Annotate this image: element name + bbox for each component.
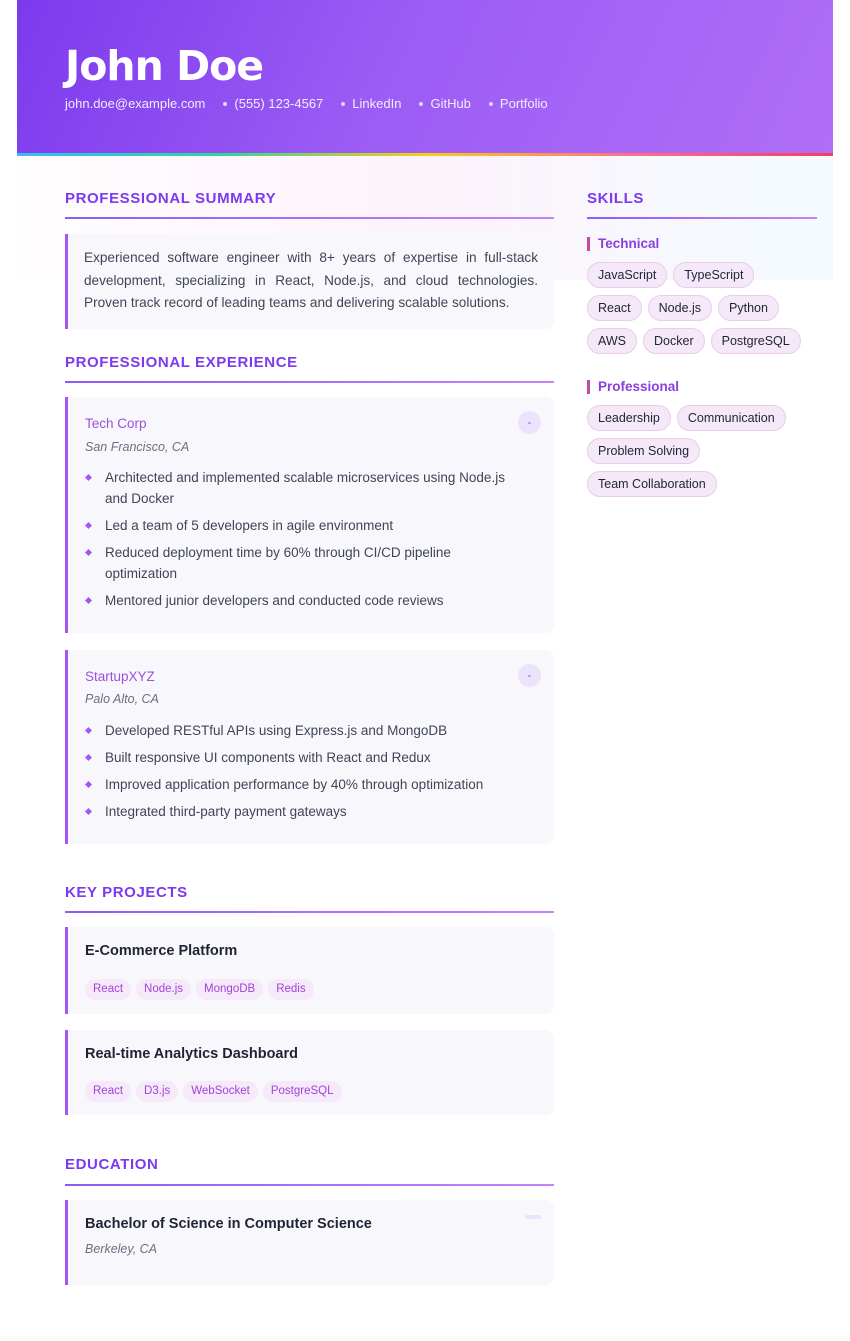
tech-tag-list (85, 979, 314, 1000)
project-title: E-Commerce Platform (85, 943, 238, 959)
experience-section-title: PROFESSIONAL EXPERIENCE (65, 354, 298, 371)
contact-portfolio[interactable]: Portfolio (499, 96, 548, 111)
resume-header (17, 0, 833, 156)
section-divider (65, 1184, 554, 1186)
candidate-name: John Doe (65, 42, 264, 90)
skill-chip-row (587, 405, 786, 431)
section-divider (65, 911, 554, 913)
skill-chip: Team Collaboration (587, 471, 717, 497)
skill-chip-row (587, 438, 700, 464)
degree-title: Bachelor of Science in Computer Science (85, 1216, 372, 1232)
company-name: Tech Corp (85, 416, 147, 431)
list-item: Mentored junior developers and conducted code reviews (85, 590, 525, 611)
list-item: Improved application performance by 40% through optimization (85, 774, 525, 795)
project-card (65, 1030, 554, 1115)
education-card (65, 1200, 554, 1285)
achievement-list (85, 467, 525, 617)
job-location: Palo Alto, CA (85, 692, 159, 706)
project-card (65, 927, 554, 1014)
tech-tag: Node.js (136, 979, 191, 1000)
summary-text: Experienced software engineer with 8+ years of expertise in full-stack development, specializing in React, Node.js, and cloud technologies. Proven track record of leading teams and delivering scalable solutions. (84, 250, 538, 310)
contact-phone[interactable]: (555) 123-4567 (234, 96, 324, 111)
tech-tag: Redis (268, 979, 313, 1000)
experience-card (65, 397, 554, 633)
separator-dot-icon (223, 102, 227, 106)
summary-section-title: PROFESSIONAL SUMMARY (65, 190, 277, 207)
skills-section-title: SKILLS (587, 190, 644, 207)
skill-chip: Docker (643, 328, 705, 354)
tech-tag-list (85, 1081, 342, 1102)
contact-list (65, 96, 548, 111)
list-item: Architected and implemented scalable microservices using Node.js and Docker (85, 467, 525, 509)
skill-chip-row (587, 295, 779, 321)
company-name: StartupXYZ (85, 669, 155, 684)
skill-chip: PostgreSQL (711, 328, 801, 354)
experience-card (65, 650, 554, 844)
skill-chip: Communication (677, 405, 786, 431)
project-title: Real-time Analytics Dashboard (85, 1046, 298, 1062)
section-divider (587, 217, 817, 219)
tech-tag: React (85, 979, 131, 1000)
contact-linkedin[interactable]: LinkedIn (352, 96, 402, 111)
skill-chip-row (587, 471, 717, 497)
list-item: Reduced deployment time by 60% through CI/CD pipeline optimization (85, 542, 525, 584)
skill-chip-row (587, 262, 754, 288)
tech-tag: WebSocket (183, 1081, 258, 1102)
section-divider (65, 381, 554, 383)
skill-chip: TypeScript (673, 262, 754, 288)
date-badge: - (518, 411, 541, 434)
list-item: Developed RESTful APIs using Express.js and MongoDB (85, 720, 525, 741)
separator-dot-icon (419, 102, 423, 106)
skill-chip: Node.js (648, 295, 712, 321)
projects-section-title: KEY PROJECTS (65, 884, 188, 901)
achievement-list (85, 720, 525, 828)
tech-tag: React (85, 1081, 131, 1102)
education-section-title: EDUCATION (65, 1156, 159, 1173)
tech-tag: D3.js (136, 1081, 178, 1102)
list-item: Built responsive UI components with React and Redux (85, 747, 525, 768)
section-divider (65, 217, 554, 219)
date-badge (525, 1215, 541, 1219)
tech-tag: PostgreSQL (263, 1081, 342, 1102)
school-location: Berkeley, CA (85, 1242, 158, 1256)
contact-github[interactable]: GitHub (430, 96, 471, 111)
contact-email[interactable]: john.doe@example.com (65, 96, 206, 111)
date-badge: - (518, 664, 541, 687)
list-item: Integrated third-party payment gateways (85, 801, 525, 822)
skill-group-professional: Professional (587, 380, 679, 394)
skill-chip: JavaScript (587, 262, 667, 288)
job-location: San Francisco, CA (85, 440, 190, 454)
skill-chip: Leadership (587, 405, 671, 431)
skill-chip-row (587, 328, 801, 354)
skill-chip: AWS (587, 328, 637, 354)
skill-chip: Problem Solving (587, 438, 700, 464)
tech-tag: MongoDB (196, 979, 263, 1000)
list-item: Led a team of 5 developers in agile environment (85, 515, 525, 536)
separator-dot-icon (489, 102, 493, 106)
skill-chip: Python (718, 295, 779, 321)
skill-group-technical: Technical (587, 237, 659, 251)
separator-dot-icon (341, 102, 345, 106)
skill-chip: React (587, 295, 642, 321)
